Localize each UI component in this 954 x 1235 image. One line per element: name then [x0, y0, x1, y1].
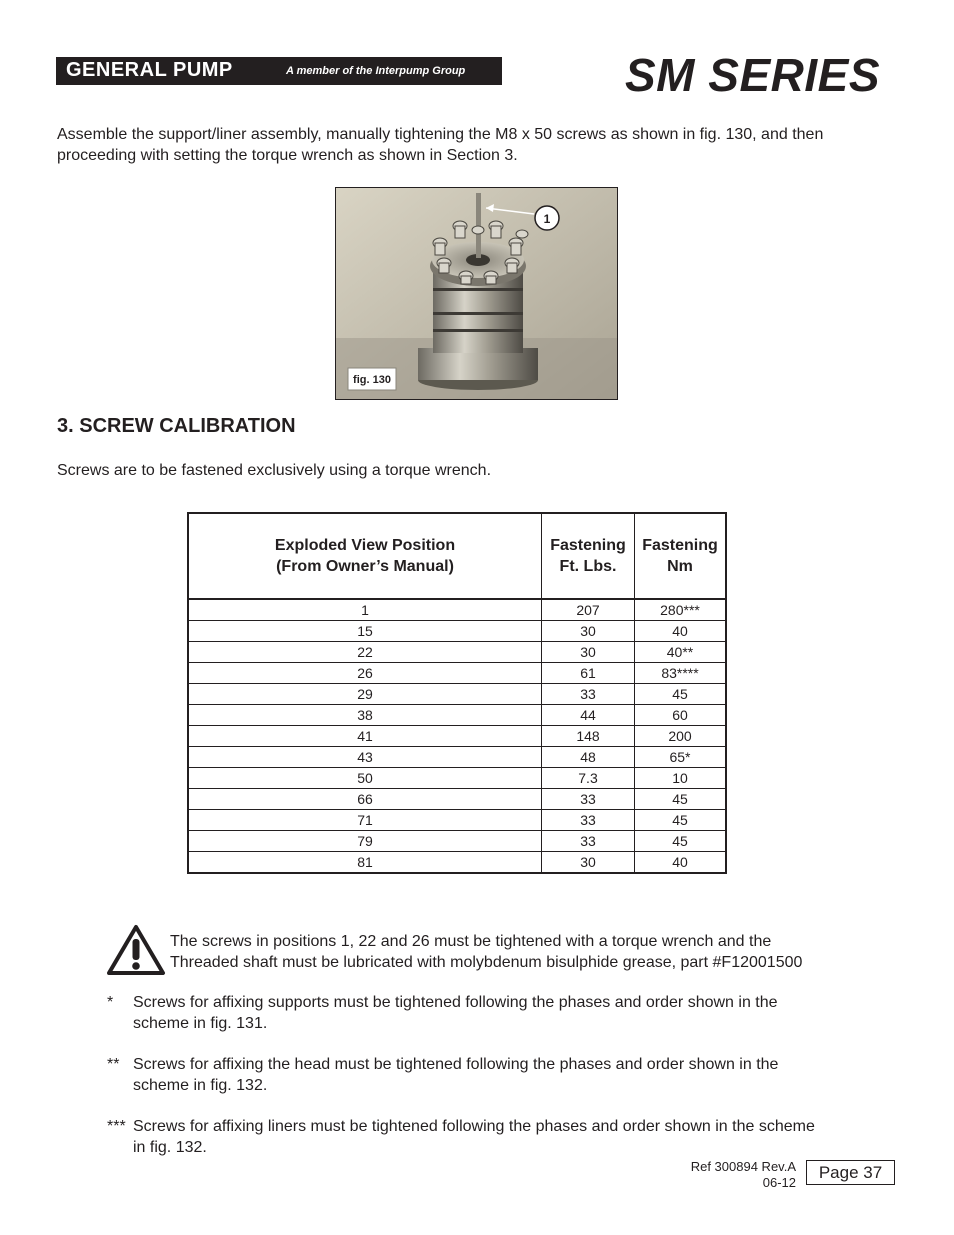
warning-text	[170, 931, 890, 973]
header-position	[188, 513, 542, 599]
cell-nm: 45	[635, 684, 727, 705]
cell-ftlbs: 7.3	[542, 768, 635, 789]
cell-position: 79	[188, 831, 542, 852]
header-nm-line1: Fastening	[642, 537, 718, 554]
page-number: Page 37	[806, 1160, 895, 1185]
table-row	[188, 684, 726, 705]
warning-line2: Threaded shaft must be lubricated with molybdenum bisulphide grease, part #F12001500	[170, 954, 803, 971]
warning-triangle-icon	[106, 924, 166, 976]
footnote-mark: **	[107, 1056, 120, 1073]
cell-nm: 40	[635, 621, 727, 642]
cell-ftlbs: 48	[542, 747, 635, 768]
table-header-row	[188, 513, 726, 599]
header-ftlbs	[542, 513, 635, 599]
brand-logo-text: GENERAL PUMP	[66, 59, 233, 81]
footnote-text	[133, 992, 873, 1034]
cell-ftlbs: 148	[542, 726, 635, 747]
table-row	[188, 768, 726, 789]
table-row	[188, 831, 726, 852]
cell-ftlbs: 30	[542, 852, 635, 874]
cell-nm: 280***	[635, 599, 727, 621]
figure-caption: fig. 130	[353, 374, 391, 386]
table-row	[188, 810, 726, 831]
cell-nm: 45	[635, 831, 727, 852]
cell-nm: 65*	[635, 747, 727, 768]
table-row	[188, 599, 726, 621]
cell-ftlbs: 61	[542, 663, 635, 684]
table-row	[188, 747, 726, 768]
cell-position: 66	[188, 789, 542, 810]
cell-ftlbs: 44	[542, 705, 635, 726]
cell-ftlbs: 33	[542, 684, 635, 705]
cell-position: 26	[188, 663, 542, 684]
member-tagline: A member of the Interpump Group	[286, 65, 466, 77]
cell-nm: 60	[635, 705, 727, 726]
warning-line1: The screws in positions 1, 22 and 26 must be tightened with a torque wrench and the	[170, 933, 772, 950]
footnote-line2: scheme in fig. 131.	[133, 1015, 268, 1032]
cell-ftlbs: 33	[542, 831, 635, 852]
table-row	[188, 621, 726, 642]
cell-ftlbs: 207	[542, 599, 635, 621]
cell-nm: 45	[635, 789, 727, 810]
cell-ftlbs: 33	[542, 789, 635, 810]
callout-number: 1	[543, 212, 551, 226]
cell-nm: 83****	[635, 663, 727, 684]
footnote-line2: scheme in fig. 132.	[133, 1077, 268, 1094]
pump-assembly-illustration	[336, 188, 618, 400]
footnote-line1: Screws for affixing supports must be tightened following the phases and order shown in the	[133, 994, 778, 1011]
intro-paragraph: Assemble the support/liner assembly, manually tightening the M8 x 50 screws as shown in fig. 130, and then proceeding with setting the torque wrench as shown in Section 3.	[57, 126, 824, 164]
header-position-line2: (From Owner’s Manual)	[276, 558, 454, 575]
footnote-mark: *	[107, 994, 114, 1011]
section-title: 3. SCREW CALIBRATION	[57, 415, 296, 437]
cell-ftlbs: 30	[542, 621, 635, 642]
footnote-line2: in fig. 132.	[133, 1139, 207, 1156]
cell-position: 1	[188, 599, 542, 621]
document-reference	[660, 1159, 796, 1191]
header-position-line1: Exploded View Position	[274, 537, 456, 554]
header-ftlbs-line2: Ft. Lbs.	[559, 558, 617, 575]
table-row	[188, 852, 726, 874]
cell-position: 22	[188, 642, 542, 663]
series-title: SM SERIES	[625, 49, 881, 101]
section-lead: Screws are to be fastened exclusively using a torque wrench.	[57, 462, 492, 479]
footnote-text	[133, 1054, 873, 1096]
cell-position: 38	[188, 705, 542, 726]
footnote-line1: Screws for affixing liners must be tightened following the phases and order shown in the scheme	[133, 1118, 815, 1135]
cell-position: 41	[188, 726, 542, 747]
cell-nm: 40**	[635, 642, 727, 663]
cell-nm: 200	[635, 726, 727, 747]
cell-nm: 40	[635, 852, 727, 874]
cell-position: 15	[188, 621, 542, 642]
cell-nm: 10	[635, 768, 727, 789]
header-nm	[635, 513, 727, 599]
footnote-text	[133, 1116, 873, 1158]
footnote-mark: ***	[107, 1118, 126, 1135]
footnote-line1: Screws for affixing the head must be tightened following the phases and order shown in the	[133, 1056, 779, 1073]
cell-position: 81	[188, 852, 542, 874]
header-bar	[56, 57, 502, 85]
table-row	[188, 663, 726, 684]
table-row	[188, 789, 726, 810]
revision-date: 06-12	[762, 1175, 796, 1190]
cell-ftlbs: 33	[542, 810, 635, 831]
cell-nm: 45	[635, 810, 727, 831]
header-ftlbs-line1: Fastening	[550, 537, 626, 554]
cell-position: 43	[188, 747, 542, 768]
table-row	[188, 642, 726, 663]
table-row	[188, 705, 726, 726]
header-nm-line2: Nm	[667, 558, 693, 575]
cell-ftlbs: 30	[542, 642, 635, 663]
reference-number: Ref 300894 Rev.A	[690, 1159, 796, 1174]
cell-position: 71	[188, 810, 542, 831]
cell-position: 29	[188, 684, 542, 705]
screw-torque-table	[187, 512, 727, 874]
figure-130-photo	[335, 187, 618, 400]
cell-position: 50	[188, 768, 542, 789]
table-row	[188, 726, 726, 747]
